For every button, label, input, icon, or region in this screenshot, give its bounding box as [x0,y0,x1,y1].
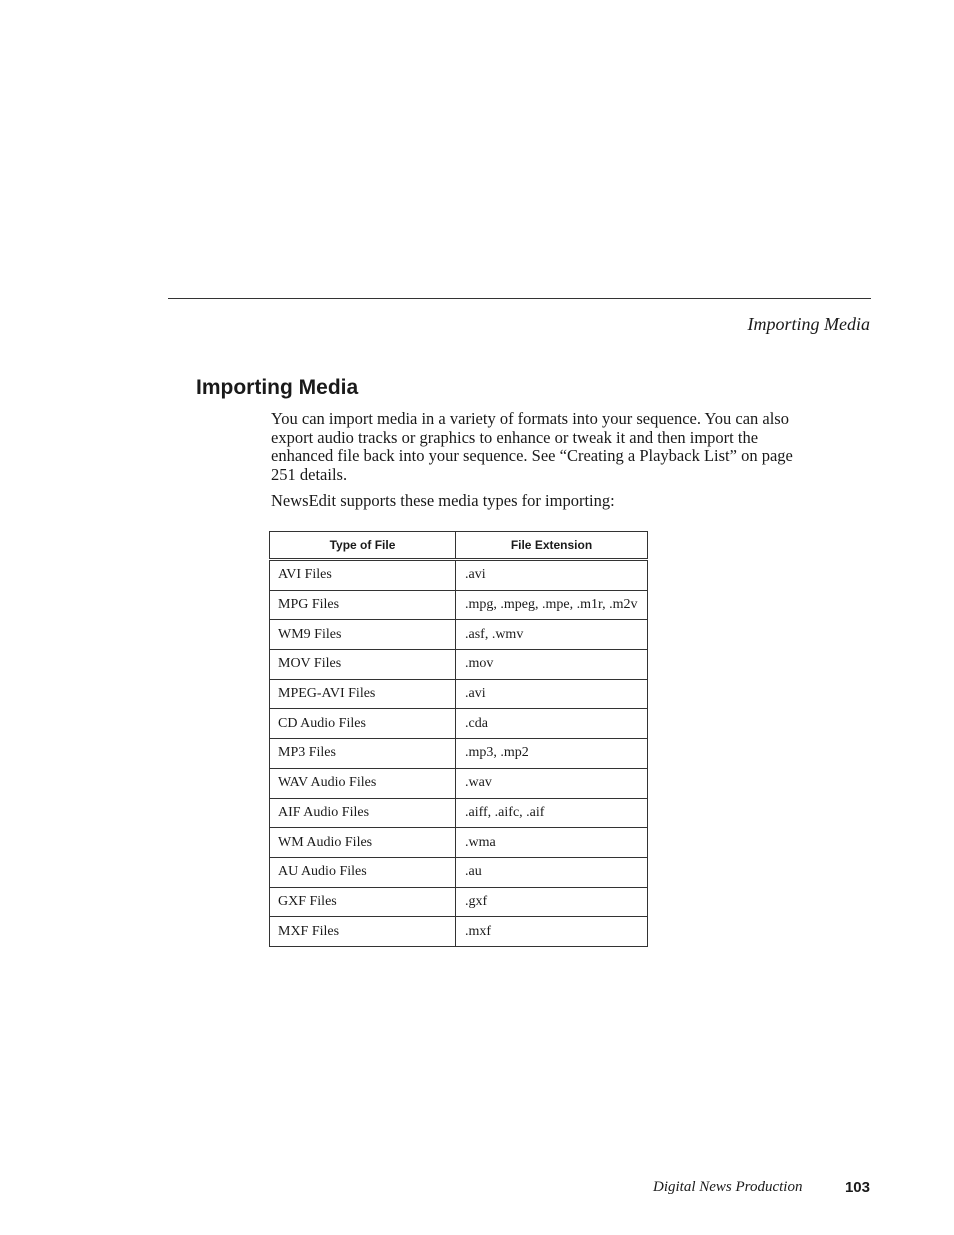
file-type-cell: MPG Files [270,590,456,620]
file-type-cell: AIF Audio Files [270,798,456,828]
file-type-cell: AU Audio Files [270,857,456,887]
table-row [270,679,648,709]
table-row [270,620,648,650]
table-row [270,857,648,887]
file-type-cell: CD Audio Files [270,709,456,739]
section-title: Importing Media [196,376,359,399]
file-extension-cell: .wma [456,828,648,858]
table-header-row [270,532,648,560]
table-row [270,887,648,917]
table-row [270,768,648,798]
file-type-cell: MPEG-AVI Files [270,679,456,709]
file-type-cell: WM9 Files [270,620,456,650]
page-number: 103 [844,1179,870,1196]
table-row [270,560,648,591]
file-extension-cell: .mpg, .mpeg, .mpe, .m1r, .m2v [456,590,648,620]
header-rule [168,298,871,299]
file-type-cell: AVI Files [270,560,456,591]
media-types-table [269,531,648,947]
file-extension-cell: .avi [456,679,648,709]
table-row [270,709,648,739]
file-extension-cell: .mov [456,650,648,680]
footer-book-title: Digital News Production [653,1179,803,1195]
file-extension-cell: .gxf [456,887,648,917]
table-row [270,650,648,680]
file-type-cell: WAV Audio Files [270,768,456,798]
file-type-cell: MP3 Files [270,739,456,769]
column-header-extension: File Extension [456,532,648,560]
table-row [270,798,648,828]
file-extension-cell: .aiff, .aifc, .aif [456,798,648,828]
file-type-cell: WM Audio Files [270,828,456,858]
intro-paragraph: You can import media in a variety of formats into your sequence. You can also export audio tracks or graphics to enhance or tweak it and then import the enhanced file back into your sequence. See “Creating a Playback List” on page 251 details. [271,409,793,484]
file-extension-cell: .avi [456,560,648,591]
file-extension-cell: .wav [456,768,648,798]
file-type-cell: MXF Files [270,917,456,947]
table-row [270,828,648,858]
file-type-cell: GXF Files [270,887,456,917]
file-type-cell: MOV Files [270,650,456,680]
file-extension-cell: .cda [456,709,648,739]
column-header-type: Type of File [270,532,456,560]
table-row [270,917,648,947]
file-extension-cell: .au [456,857,648,887]
support-paragraph: NewsEdit supports these media types for importing: [271,491,615,510]
table-row [270,590,648,620]
file-extension-cell: .asf, .wmv [456,620,648,650]
table-row [270,739,648,769]
file-extension-cell: .mp3, .mp2 [456,739,648,769]
running-header: Importing Media [747,314,870,334]
file-extension-cell: .mxf [456,917,648,947]
